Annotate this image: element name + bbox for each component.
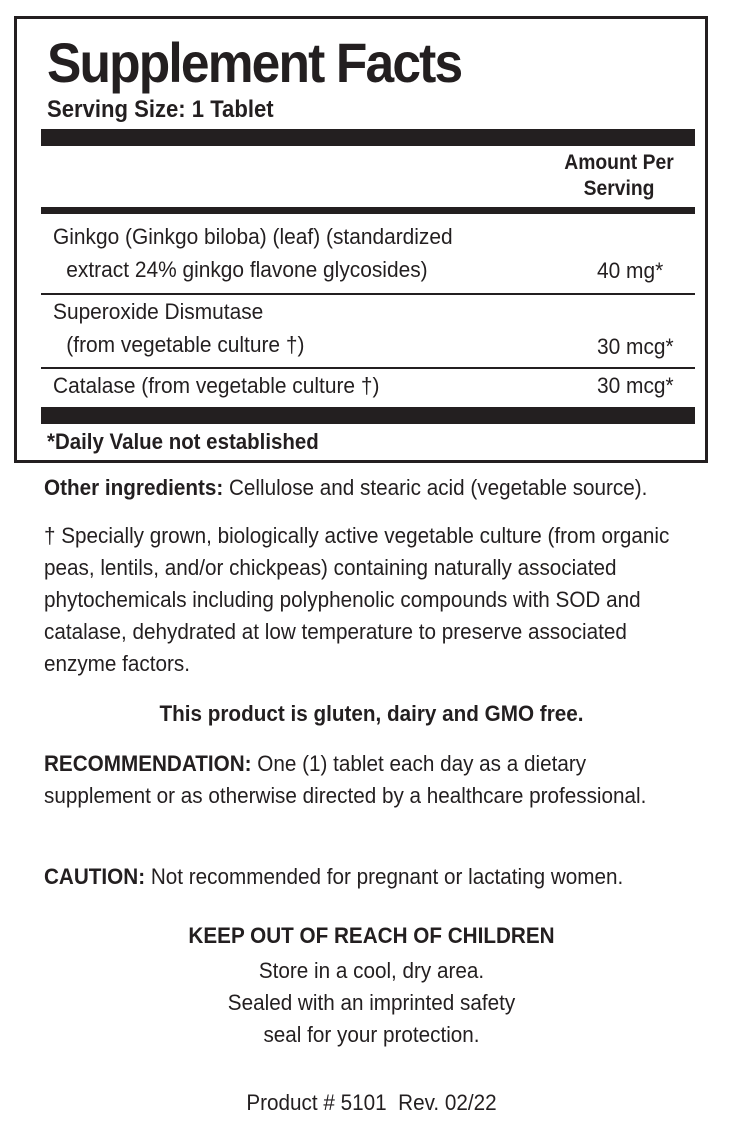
serving-size: Serving Size: 1 Tablet <box>47 96 274 123</box>
keep-out-of-reach-heading: KEEP OUT OF REACH OF CHILDREN <box>188 923 555 948</box>
storage-line-1: Store in a cool, dry area. <box>258 958 485 983</box>
product-code: Product # 5101 Rev. 02/22 <box>246 1090 497 1115</box>
daily-value-note: *Daily Value not established <box>47 429 319 454</box>
ingredient-name-line-2: extract 24% ginkgo flavone glycosides) <box>66 257 428 282</box>
storage-line-3: seal for your protection. <box>263 1022 480 1047</box>
amount-header-line-2: Serving <box>583 177 655 200</box>
recommendation <box>44 748 655 812</box>
amount-per-serving-header <box>555 150 684 202</box>
ingredient-name-line-2: (from vegetable culture †) <box>66 332 305 357</box>
ingredient-amount: 30 mcg* <box>597 334 674 359</box>
other-ingredients-label: Other ingredients: <box>44 475 224 500</box>
other-ingredients <box>44 472 693 504</box>
recommendation-text: One (1) tablet each day as a dietary supplement or as otherwise directed by a healthcare professional. <box>44 751 647 808</box>
other-ingredients-text: Cellulose and stearic acid (vegetable source). <box>223 475 648 500</box>
caution-label: CAUTION: <box>44 864 146 889</box>
free-from-statement: This product is gluten, dairy and GMO free. <box>159 701 584 726</box>
thick-divider-bottom <box>41 407 695 424</box>
ingredient-amount: 30 mcg* <box>597 373 674 398</box>
caution <box>44 861 693 893</box>
supplement-facts-panel <box>14 16 708 463</box>
storage-line-2: Sealed with an imprinted safety <box>227 990 516 1015</box>
ingredient-row-ginkgo <box>53 220 453 286</box>
ingredient-row-catalase <box>53 369 379 402</box>
amount-header-line-1: Amount Per <box>564 151 674 174</box>
dagger-footnote: † Specially grown, biologically active vegetable culture (from organic peas, lentils, and/or chickpeas) containing naturally associated phytochemicals including polyphenolic compounds with SOD and catalase, dehydrated at low temperature to preserve associated enzyme factors. <box>44 523 670 676</box>
ingredient-row-sod <box>53 295 304 361</box>
panel-title: Supplement Facts <box>47 31 462 94</box>
thick-divider-top <box>41 129 695 146</box>
medium-divider <box>41 207 695 214</box>
caution-text: Not recommended for pregnant or lactating women. <box>145 864 624 889</box>
ingredient-name-line-1: Superoxide Dismutase <box>53 299 264 324</box>
ingredient-name-line-1: Ginkgo (Ginkgo biloba) (leaf) (standardized <box>53 224 453 249</box>
recommendation-label: RECOMMENDATION: <box>44 751 252 776</box>
ingredient-name-line-1: Catalase (from vegetable culture †) <box>53 373 380 398</box>
ingredient-amount: 40 mg* <box>597 258 664 283</box>
